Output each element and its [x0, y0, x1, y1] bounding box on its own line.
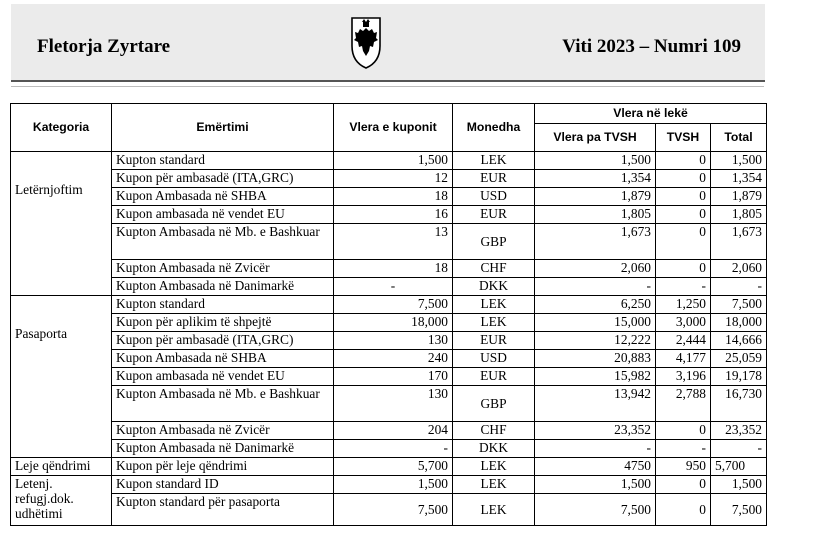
- row-currency: LEK: [453, 296, 535, 314]
- row-currency: LEK: [453, 494, 535, 526]
- row-vat: 4,177: [656, 350, 711, 368]
- table-row: [11, 188, 767, 206]
- row-name: Kupon për leje qëndrimi: [112, 458, 334, 476]
- row-name: Kupton standard për pasaporta: [112, 494, 334, 526]
- row-total: 14,666: [711, 332, 767, 350]
- row-total: 25,059: [711, 350, 767, 368]
- row-value-no-vat: -: [535, 278, 656, 296]
- coupon-tariff-table: [10, 103, 767, 526]
- row-currency: LEK: [453, 314, 535, 332]
- row-currency: USD: [453, 188, 535, 206]
- row-vat: 1,250: [656, 296, 711, 314]
- row-coupon-value: -: [334, 278, 453, 296]
- table-row: [11, 278, 767, 296]
- row-total: 2,060: [711, 260, 767, 278]
- row-name: Kupton Ambasada në Mb. e Bashkuar: [112, 386, 334, 422]
- row-currency: USD: [453, 350, 535, 368]
- category-cell: Leje qëndrimi: [11, 458, 112, 476]
- row-name: Kupton Ambasada në Zvicër: [112, 422, 334, 440]
- row-total: 5,700: [711, 458, 767, 476]
- header-coupon-value: Vlera e kuponit: [334, 104, 453, 152]
- table-row: [11, 422, 767, 440]
- page-header: [11, 4, 765, 82]
- row-total: 1,354: [711, 170, 767, 188]
- row-total: 23,352: [711, 422, 767, 440]
- row-currency: CHF: [453, 260, 535, 278]
- row-coupon-value: 240: [334, 350, 453, 368]
- row-value-no-vat: 6,250: [535, 296, 656, 314]
- row-currency: EUR: [453, 206, 535, 224]
- row-coupon-value: 13: [334, 224, 453, 260]
- row-total: 7,500: [711, 494, 767, 526]
- row-currency: LEK: [453, 458, 535, 476]
- row-name: Kupton standard: [112, 152, 334, 170]
- row-currency: EUR: [453, 170, 535, 188]
- row-coupon-value: 130: [334, 386, 453, 422]
- row-vat: 0: [656, 188, 711, 206]
- table-row: [11, 314, 767, 332]
- table-row: [11, 260, 767, 278]
- row-value-no-vat: 13,942: [535, 386, 656, 422]
- row-vat: 0: [656, 422, 711, 440]
- row-total: 16,730: [711, 386, 767, 422]
- header-total: Total: [711, 124, 767, 152]
- table-row: [11, 206, 767, 224]
- row-total: 1,879: [711, 188, 767, 206]
- row-value-no-vat: 1,500: [535, 152, 656, 170]
- header-name: Emërtimi: [112, 104, 334, 152]
- row-total: 1,500: [711, 476, 767, 494]
- row-name: Kupon për ambasadë (ITA,GRC): [112, 332, 334, 350]
- row-coupon-value: 1,500: [334, 152, 453, 170]
- header-vat: TVSH: [656, 124, 711, 152]
- issue-number: Viti 2023 – Numri 109: [562, 36, 741, 57]
- row-value-no-vat: 4750: [535, 458, 656, 476]
- row-coupon-value: 18,000: [334, 314, 453, 332]
- row-coupon-value: 7,500: [334, 296, 453, 314]
- table-row: [11, 386, 767, 422]
- row-value-no-vat: 1,354: [535, 170, 656, 188]
- row-currency: DKK: [453, 440, 535, 458]
- row-name: Kupon ambasada në vendet EU: [112, 206, 334, 224]
- row-total: 1,805: [711, 206, 767, 224]
- row-coupon-value: 130: [334, 332, 453, 350]
- row-value-no-vat: 20,883: [535, 350, 656, 368]
- category-cell: Pasaporta: [11, 296, 112, 458]
- row-currency: GBP: [453, 386, 535, 422]
- row-total: 19,178: [711, 368, 767, 386]
- row-currency: EUR: [453, 368, 535, 386]
- row-name: Kupon Ambasada në SHBA: [112, 350, 334, 368]
- row-value-no-vat: 1,673: [535, 224, 656, 260]
- row-name: Kupton Ambasada në Mb. e Bashkuar: [112, 224, 334, 260]
- row-name: Kupton Ambasada në Danimarkë: [112, 278, 334, 296]
- albanian-emblem-icon: [349, 16, 383, 70]
- row-vat: 0: [656, 206, 711, 224]
- row-value-no-vat: 12,222: [535, 332, 656, 350]
- table-row: [11, 332, 767, 350]
- row-vat: -: [656, 278, 711, 296]
- row-vat: 0: [656, 224, 711, 260]
- row-coupon-value: -: [334, 440, 453, 458]
- header-category: Kategoria: [11, 104, 112, 152]
- row-total: 1,500: [711, 152, 767, 170]
- row-vat: 0: [656, 260, 711, 278]
- row-value-no-vat: 15,982: [535, 368, 656, 386]
- row-value-no-vat: 2,060: [535, 260, 656, 278]
- row-coupon-value: 16: [334, 206, 453, 224]
- gazette-title: Fletorja Zyrtare: [37, 36, 171, 57]
- table-row: [11, 368, 767, 386]
- row-coupon-value: 7,500: [334, 494, 453, 526]
- row-coupon-value: 1,500: [334, 476, 453, 494]
- row-coupon-value: 170: [334, 368, 453, 386]
- row-total: -: [711, 440, 767, 458]
- row-name: Kupon Ambasada në SHBA: [112, 188, 334, 206]
- row-coupon-value: 204: [334, 422, 453, 440]
- header-value-no-vat: Vlera pa TVSH: [535, 124, 656, 152]
- row-name: Kupon për ambasadë (ITA,GRC): [112, 170, 334, 188]
- table-row: [11, 440, 767, 458]
- table-row: [11, 476, 767, 494]
- row-coupon-value: 18: [334, 188, 453, 206]
- row-name: Kupton standard: [112, 296, 334, 314]
- row-vat: 2,788: [656, 386, 711, 422]
- row-name: Kupon ambasada në vendet EU: [112, 368, 334, 386]
- row-vat: 0: [656, 152, 711, 170]
- header-rule: [11, 86, 764, 87]
- row-currency: LEK: [453, 152, 535, 170]
- row-vat: 0: [656, 476, 711, 494]
- row-value-no-vat: 1,879: [535, 188, 656, 206]
- row-name: Kupton Ambasada në Zvicër: [112, 260, 334, 278]
- table-row: [11, 296, 767, 314]
- row-vat: 950: [656, 458, 711, 476]
- row-value-no-vat: 1,500: [535, 476, 656, 494]
- table-row: [11, 152, 767, 170]
- header-value-group: Vlera në lekë: [535, 104, 767, 124]
- table-row: [11, 350, 767, 368]
- category-cell: Letenj. refugj.dok. udhëtimi: [11, 476, 112, 526]
- row-vat: -: [656, 440, 711, 458]
- row-vat: 3,000: [656, 314, 711, 332]
- table-row: [11, 494, 767, 526]
- header-currency: Monedha: [453, 104, 535, 152]
- row-coupon-value: 5,700: [334, 458, 453, 476]
- row-vat: 3,196: [656, 368, 711, 386]
- category-cell: Letërnjoftim: [11, 152, 112, 296]
- row-value-no-vat: 15,000: [535, 314, 656, 332]
- row-currency: CHF: [453, 422, 535, 440]
- row-vat: 2,444: [656, 332, 711, 350]
- row-vat: 0: [656, 170, 711, 188]
- row-coupon-value: 18: [334, 260, 453, 278]
- row-total: 7,500: [711, 296, 767, 314]
- table-row: [11, 458, 767, 476]
- row-name: Kupon standard ID: [112, 476, 334, 494]
- row-value-no-vat: -: [535, 440, 656, 458]
- row-total: -: [711, 278, 767, 296]
- row-value-no-vat: 23,352: [535, 422, 656, 440]
- row-currency: GBP: [453, 224, 535, 260]
- table-row: [11, 224, 767, 260]
- row-value-no-vat: 7,500: [535, 494, 656, 526]
- table-row: [11, 170, 767, 188]
- row-name: Kupton Ambasada në Danimarkë: [112, 440, 334, 458]
- row-currency: LEK: [453, 476, 535, 494]
- row-total: 18,000: [711, 314, 767, 332]
- row-currency: DKK: [453, 278, 535, 296]
- row-total: 1,673: [711, 224, 767, 260]
- row-name: Kupon për aplikim të shpejtë: [112, 314, 334, 332]
- row-vat: 0: [656, 494, 711, 526]
- row-value-no-vat: 1,805: [535, 206, 656, 224]
- row-coupon-value: 12: [334, 170, 453, 188]
- row-currency: EUR: [453, 332, 535, 350]
